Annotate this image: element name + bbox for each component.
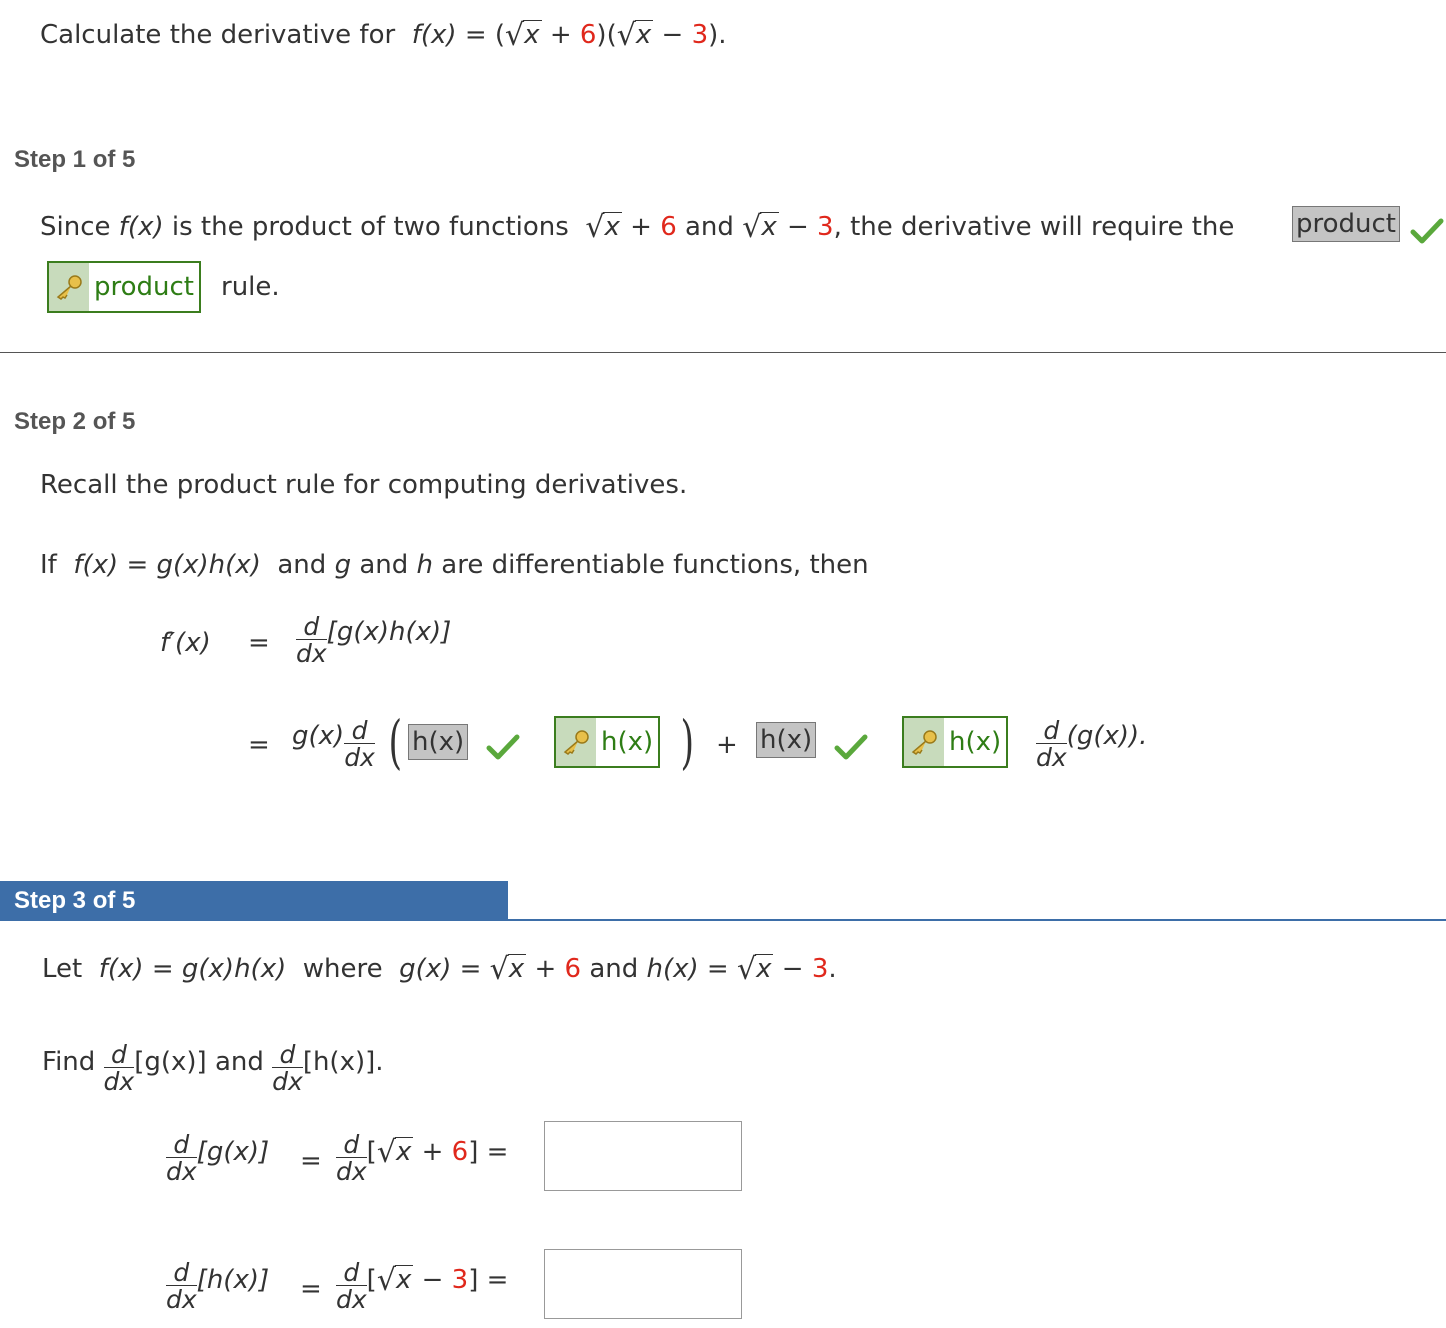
sqrt-x: √x bbox=[505, 18, 540, 53]
step2-given-answer-1: h(x) bbox=[408, 724, 468, 760]
derivative-tail bbox=[1036, 716, 1148, 772]
gx: g(x) bbox=[292, 721, 345, 751]
row-h-left bbox=[166, 1258, 270, 1314]
step2-key-answer-1 bbox=[554, 716, 660, 768]
derivative-line-1 bbox=[296, 612, 452, 668]
const-3: 3 bbox=[817, 212, 834, 242]
eq-sign: = bbox=[300, 1274, 322, 1304]
close-bracket: ] bbox=[468, 1136, 479, 1167]
problem-end: ). bbox=[708, 20, 727, 50]
step-2-if-line bbox=[40, 550, 869, 580]
hx-eq: h(x) = bbox=[646, 954, 729, 984]
step-2-intro: Recall the product rule for computing derivatives. bbox=[40, 470, 688, 500]
const-3: 3 bbox=[811, 954, 829, 984]
const-3: 3 bbox=[451, 1264, 469, 1295]
d-dx-fraction: $\frac{d}{dx}$ bbox=[166, 1258, 197, 1314]
step-3-find-line bbox=[42, 1040, 384, 1096]
and-text: and bbox=[277, 550, 327, 580]
sqrt-x: √x bbox=[736, 952, 772, 987]
const-6: 6 bbox=[579, 20, 597, 50]
d-dx-fraction: $\frac{d}{dx}$ bbox=[296, 612, 327, 668]
h-bracket: [h(x)]. bbox=[302, 1047, 384, 1077]
period: . bbox=[828, 954, 837, 984]
plus: + bbox=[549, 20, 572, 50]
minus: − bbox=[661, 20, 684, 50]
and-text: and bbox=[589, 954, 639, 984]
step-3-let-line bbox=[42, 952, 837, 987]
eq-sign: = bbox=[248, 628, 270, 658]
eq-sign: = bbox=[300, 1146, 322, 1176]
step2-key-answer-2 bbox=[902, 716, 1008, 768]
minus: − bbox=[786, 212, 809, 242]
if-f-def: f(x) = g(x)h(x) bbox=[73, 550, 261, 580]
key-icon bbox=[49, 263, 89, 311]
where-word: where bbox=[302, 954, 383, 984]
key-icon bbox=[904, 718, 944, 766]
step-3-title: Step 3 of 5 bbox=[14, 887, 136, 914]
step2-given-answer-2: h(x) bbox=[756, 722, 816, 758]
problem-prefix: Calculate the derivative for bbox=[40, 20, 396, 50]
gx-eq: g(x) = bbox=[399, 954, 482, 984]
key-answer-text: h(x) bbox=[601, 727, 654, 757]
open-paren: ( bbox=[388, 708, 403, 776]
step1-key-answer bbox=[47, 261, 201, 313]
d-dx-fraction: $\frac{d}{dx}$ bbox=[336, 1258, 367, 1314]
const-6: 6 bbox=[451, 1136, 469, 1167]
checkmark-icon bbox=[1410, 218, 1444, 244]
fprime-label: f′(x) bbox=[160, 628, 211, 658]
if-tail: are differentiable functions, then bbox=[441, 550, 869, 580]
step1-since: Since bbox=[40, 212, 111, 242]
d-dx-fraction: $\frac{d}{dx}$ bbox=[166, 1130, 197, 1186]
row-h-label: [h(x)] bbox=[196, 1265, 270, 1295]
rule-text: rule. bbox=[221, 272, 280, 302]
sqrt-x: √x bbox=[742, 210, 777, 245]
eq-sign: = bbox=[464, 20, 487, 50]
open-bracket: [ bbox=[366, 1136, 377, 1167]
step-1-text bbox=[40, 210, 1234, 245]
d-dx-fraction: $\frac{d}{dx}$ bbox=[272, 1040, 303, 1096]
step-3-underline bbox=[0, 919, 1446, 921]
minus: − bbox=[421, 1264, 444, 1295]
divider bbox=[0, 352, 1446, 353]
const-6: 6 bbox=[564, 954, 582, 984]
row-h-right bbox=[336, 1258, 509, 1314]
close-paren: ) bbox=[680, 708, 695, 776]
step1-fx: f(x) bbox=[118, 212, 164, 242]
key-icon bbox=[556, 718, 596, 766]
step1-text-c: , the derivative will require the bbox=[833, 212, 1235, 242]
step1-given-answer: product bbox=[1292, 206, 1400, 242]
key-answer-text: product bbox=[94, 272, 195, 302]
const-6: 6 bbox=[660, 212, 677, 242]
step-1-title: Step 1 of 5 bbox=[14, 146, 136, 173]
eq-sign: = bbox=[486, 1136, 509, 1167]
d-dx-fraction: $\frac{d}{dx}$ bbox=[336, 1130, 367, 1186]
sqrt-x: √x bbox=[376, 1134, 412, 1170]
sqrt-x: √x bbox=[376, 1262, 412, 1298]
plus: + bbox=[630, 212, 652, 242]
g-bracket: [g(x)] and bbox=[134, 1047, 264, 1077]
let-word: Let bbox=[42, 954, 83, 984]
sqrt-x-2: √x bbox=[616, 18, 652, 53]
g-var: g bbox=[334, 550, 352, 580]
const-3: 3 bbox=[691, 20, 709, 50]
h-var: h bbox=[416, 550, 434, 580]
derivative-line-2 bbox=[292, 716, 375, 772]
and-text: and bbox=[359, 550, 409, 580]
if-word: If bbox=[40, 550, 57, 580]
sqrt-x: √x bbox=[585, 210, 620, 245]
d-dx-fraction: $\frac{d}{dx}$ bbox=[1036, 716, 1067, 772]
problem-statement: Calculate the derivative for f(x) = (√x + 6)(√x − 3). bbox=[40, 18, 727, 53]
answer-input-h[interactable] bbox=[544, 1249, 742, 1319]
f-def: f(x) = g(x)h(x) bbox=[98, 954, 287, 984]
close-bracket: ] bbox=[468, 1264, 479, 1295]
row-g-label: [g(x)] bbox=[196, 1137, 270, 1167]
eq-sign: = bbox=[248, 730, 270, 760]
ghx: [g(x)h(x)] bbox=[326, 617, 452, 647]
d-dx-fraction: $\frac{d}{dx}$ bbox=[103, 1040, 135, 1096]
checkmark-icon bbox=[834, 734, 868, 760]
sqrt-x: √x bbox=[489, 952, 525, 987]
plus: + bbox=[534, 954, 557, 984]
eq-sign: = bbox=[486, 1264, 509, 1295]
d-dx-fraction: $\frac{d}{dx}$ bbox=[344, 716, 375, 772]
checkmark-icon bbox=[486, 734, 520, 760]
step-2-title: Step 2 of 5 bbox=[14, 408, 136, 435]
step1-text-b: is the product of two functions bbox=[171, 212, 569, 242]
problem-fx: f(x) bbox=[411, 20, 457, 50]
find-word: Find bbox=[42, 1047, 96, 1077]
key-answer-text: h(x) bbox=[949, 727, 1002, 757]
minus: − bbox=[781, 954, 804, 984]
row-g-left bbox=[166, 1130, 270, 1186]
plus: + bbox=[716, 730, 738, 760]
plus: + bbox=[421, 1136, 444, 1167]
tail-gx: (g(x)). bbox=[1066, 721, 1148, 751]
open-bracket: [ bbox=[366, 1264, 377, 1295]
row-g-right bbox=[336, 1130, 509, 1186]
answer-input-g[interactable] bbox=[544, 1121, 742, 1191]
and-text: and bbox=[685, 212, 734, 242]
